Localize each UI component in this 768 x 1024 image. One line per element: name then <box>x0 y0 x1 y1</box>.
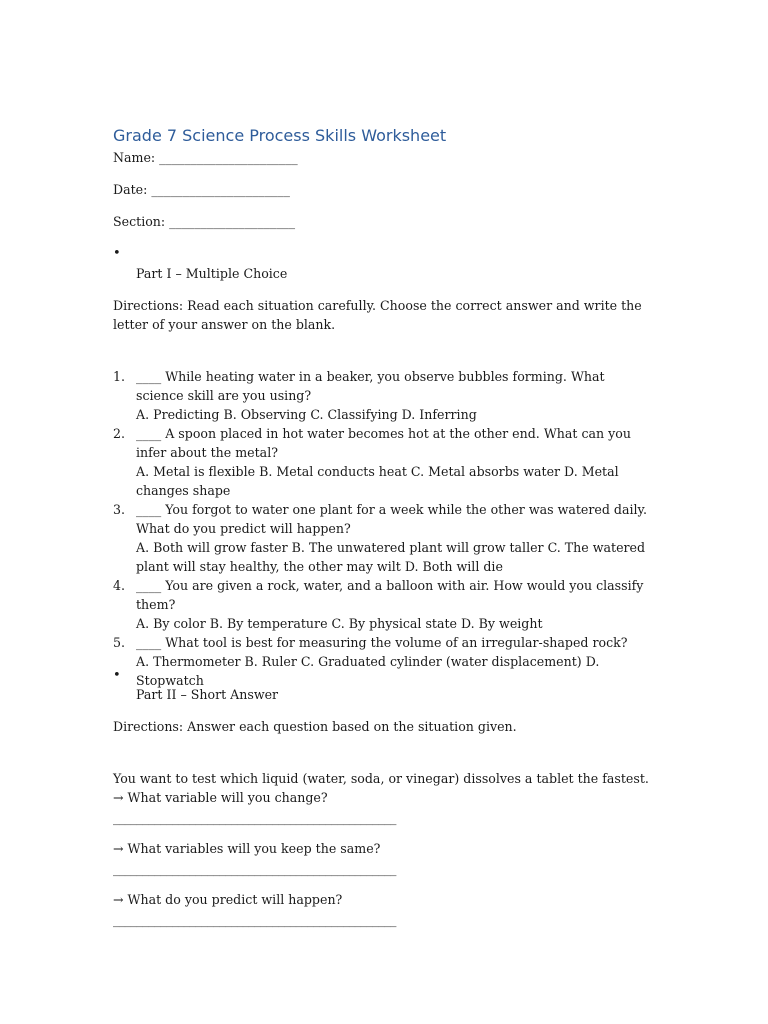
question-choices: A. Metal is flexible B. Metal conducts heat C. Metal absorbs water D. Metal changes shape <box>136 464 619 498</box>
answer-line: ________________________________________________ <box>113 861 397 876</box>
short-answer-question: → What do you predict will happen? <box>113 892 343 907</box>
section-field: Section: ____________________ <box>113 214 296 229</box>
bullet-icon: • <box>113 668 121 683</box>
multiple-choice-list <box>113 367 653 690</box>
question-item <box>113 576 653 633</box>
question-number: 2. <box>113 426 126 441</box>
question-item <box>113 500 653 576</box>
bullet-icon: • <box>113 246 121 261</box>
part2-directions: Directions: Answer each question based on the situation given. <box>113 719 517 734</box>
question-choices: A. Thermometer B. Ruler C. Graduated cylinder (water displacement) D. Stopwatch <box>136 654 600 688</box>
question-text: ____ What tool is best for measuring the volume of an irregular-shaped rock? <box>136 635 628 650</box>
part1-heading: Part I – Multiple Choice <box>136 266 288 281</box>
scenario-text: You want to test which liquid (water, soda, or vinegar) dissolves a tablet the fastest. <box>113 771 649 786</box>
part1-directions: Directions: Read each situation carefully. Choose the correct answer and write the letter of your answer on the blank. <box>113 298 642 332</box>
answer-line: ________________________________________________ <box>113 810 397 825</box>
question-item <box>113 367 653 424</box>
question-choices: A. Both will grow faster B. The unwatered plant will grow taller C. The watered plant will stay healthy, the other may wilt D. Both will die <box>136 540 646 574</box>
question-text: ____ You are given a rock, water, and a balloon with air. How would you classify them? <box>136 578 644 612</box>
question-number: 3. <box>113 502 126 517</box>
short-answer-question: → What variable will you change? <box>113 790 328 805</box>
question-text: ____ While heating water in a beaker, you observe bubbles forming. What science skill are you using? <box>136 369 605 403</box>
question-item <box>113 424 653 500</box>
answer-line: ________________________________________________ <box>113 912 397 927</box>
question-text: ____ You forgot to water one plant for a week while the other was watered daily. What do you predict will happen? <box>136 502 647 536</box>
question-item <box>113 633 653 690</box>
name-field: Name: ______________________ <box>113 150 298 165</box>
part2-heading: Part II – Short Answer <box>136 687 279 702</box>
worksheet-title: Grade 7 Science Process Skills Worksheet <box>113 126 447 145</box>
question-number: 4. <box>113 578 126 593</box>
short-answer-question: → What variables will you keep the same? <box>113 841 381 856</box>
question-number: 1. <box>113 369 126 384</box>
question-text: ____ A spoon placed in hot water becomes hot at the other end. What can you infer about the metal? <box>136 426 631 460</box>
question-choices: A. By color B. By temperature C. By physical state D. By weight <box>136 616 543 631</box>
question-number: 5. <box>113 635 126 650</box>
date-field: Date: ______________________ <box>113 182 290 197</box>
question-choices: A. Predicting B. Observing C. Classifying D. Inferring <box>136 407 477 422</box>
